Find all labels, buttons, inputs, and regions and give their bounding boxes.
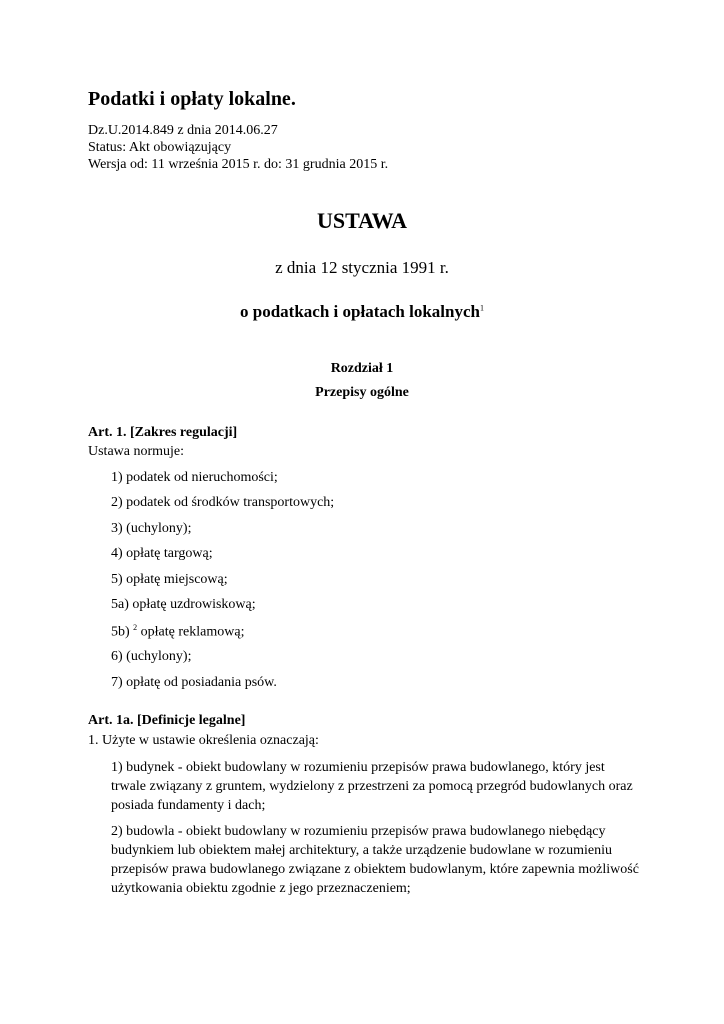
list-item-5b [111, 623, 244, 641]
list-item: 2) podatek od środków transportowych; [111, 495, 335, 510]
document-title: Podatki i opłaty lokalne. [88, 88, 296, 110]
article-1a-heading: Art. 1a. [Definicje legalne] [88, 713, 246, 728]
list-item: 5a) opłatę uzdrowiskową; [111, 597, 256, 612]
list-item: 1) podatek od nieruchomości; [111, 470, 278, 485]
footnote-marker[interactable]: 1 [479, 303, 484, 313]
list-item: 6) (uchylony); [111, 649, 192, 664]
list-item: 7) opłatę od posiadania psów. [111, 675, 277, 690]
article-1-heading: Art. 1. [Zakres regulacji] [88, 425, 238, 440]
definition-building: 1) budynek - obiekt budowlany w rozumieniu przepisów prawa budowlanego, który jest trwale związany z gruntem, wydzielony z przestrzeni za pomocą przegród budowlanych oraz posiada fundamenty i dach; [111, 760, 633, 813]
act-date: z dnia 12 stycznia 1991 r. [275, 258, 449, 277]
version-range: Wersja od: 11 września 2015 r. do: 31 grudnia 2015 r. [88, 157, 389, 172]
act-subject-text: o podatkach i opłatach lokalnych [240, 302, 480, 321]
footnote-marker[interactable]: 2 [133, 623, 138, 632]
chapter-title: Przepisy ogólne [315, 385, 409, 400]
list-item: 4) opłatę targową; [111, 546, 213, 561]
list-item: 5) opłatę miejscową; [111, 572, 228, 587]
list-item-text: opłatę reklamową; [140, 624, 245, 640]
chapter-number: Rozdział 1 [330, 361, 394, 376]
article-1-intro: Ustawa normuje: [88, 444, 185, 459]
act-subject [0, 302, 724, 322]
document-metadata [88, 122, 388, 173]
list-item-marker: 5b) [111, 624, 130, 640]
journal-reference: Dz.U.2014.849 z dnia 2014.06.27 [88, 123, 278, 138]
article-1a-intro: 1. Użyte w ustawie określenia oznaczają: [88, 733, 319, 748]
act-type-heading: USTAWA [316, 208, 408, 233]
list-item: 3) (uchylony); [111, 521, 192, 536]
definition-structure: 2) budowla - obiekt budowlany w rozumieniu przepisów prawa budowlanego niebędący budynkiem lub obiektem małej architektury, a także urządzenie budowlane w rozumieniu przepisów prawa budowlanego związane z obiektem budowlanym, które zapewnia możliwość użytkowania obiektu zgodnie z jego przeznaczeniem; [111, 824, 639, 896]
document-status: Status: Akt obowiązujący [88, 140, 232, 155]
